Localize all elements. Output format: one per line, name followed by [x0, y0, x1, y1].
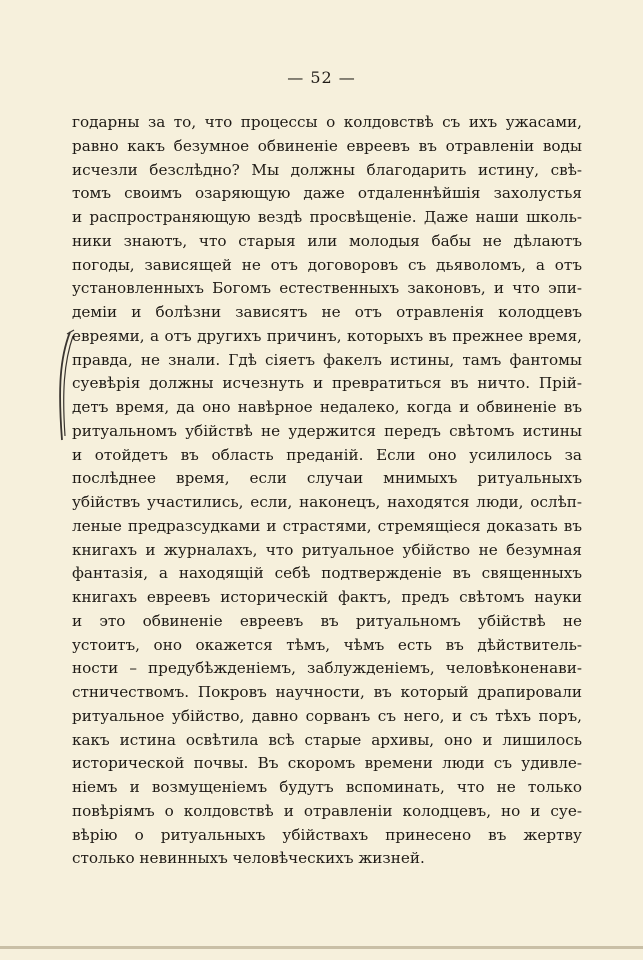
text-line: ности – предубѣжденіемъ, заблужденіемъ, человѣконенави- [72, 659, 582, 678]
text-line: исчезли безслѣдно? Мы должны благодарить истину, свѣ- [72, 160, 582, 179]
text-line: установленныхъ Богомъ естественныхъ законовъ, и что эпи- [72, 279, 582, 298]
text-line: погоды, зависящей не отъ договоровъ съ дьяволомъ, а отъ [72, 255, 582, 274]
text-line: и распространяющую вездѣ просвѣщеніе. Даже наши школь- [72, 208, 582, 226]
text-line: леные предразсудками и страстями, стремящіеся доказать въ [72, 516, 582, 535]
text-line: ніемъ и возмущеніемъ будутъ вспоминать, что не только [72, 778, 582, 796]
text-line: вѣрію о ритуальныхъ убійствахъ принесено въ жертву [72, 825, 582, 844]
text-line-last: столько невинныхъ человѣческихъ жизней. [72, 849, 425, 868]
text-line: равно какъ безумное обвиненіе евреевъ въ отравленіи воды [72, 136, 582, 155]
text-line: ритуальное убійство, давно сорванъ съ него, и съ тѣхъ поръ, [72, 706, 582, 725]
text-line: ритуальномъ убійствѣ не удержится передъ свѣтомъ истины [72, 421, 582, 440]
text-line: и отойдетъ въ область преданій. Если оно усилилось за [72, 445, 582, 464]
text-line: исторической почвы. Въ скоромъ времени люди съ удивле- [72, 754, 582, 773]
text-line: книгахъ евреевъ историческій фактъ, предъ свѣтомъ науки [72, 588, 582, 606]
text-line: какъ истина освѣтила всѣ старые архивы, оно и лишилось [72, 730, 582, 749]
text-line: фантазія, а находящій себѣ подтвержденіе въ священныхъ [72, 564, 582, 583]
text-line: годарны за то, что процессы о колдовствѣ съ ихъ ужасами, [72, 113, 582, 131]
text-line: томъ своимъ озаряющую даже отдаленнѣйшія захолустья [72, 184, 582, 203]
text-line: убійствъ участились, если, наконецъ, находятся люди, ослѣп- [72, 493, 582, 511]
text-line: книгахъ и журналахъ, что ритуальное убійство не безумная [72, 540, 582, 559]
body-text [72, 111, 582, 871]
text-line: евреями, а отъ другихъ причинъ, которыхъ въ прежнее время, [72, 326, 582, 345]
text-line: устоитъ, оно окажется тѣмъ, чѣмъ есть въ дѣйствитель- [72, 635, 582, 654]
text-line: стничествомъ. Покровъ научности, въ который драпировали [72, 683, 582, 701]
text-line: послѣднее время, если случаи мнимыхъ ритуальныхъ [72, 469, 582, 488]
page-number: — 52 — [287, 68, 356, 87]
page-bottom-edge [0, 946, 643, 949]
text-line: правда, не знали. Гдѣ сіяетъ факелъ истины, тамъ фантомы [72, 350, 582, 369]
text-line: повѣріямъ о колдовствѣ и отравленіи колодцевъ, но и суе- [72, 801, 582, 820]
text-line: деміи и болѣзни зависятъ не отъ отравленія колодцевъ [72, 303, 582, 321]
text-line: ники знаютъ, что старыя или молодыя бабы не дѣлаютъ [72, 231, 582, 250]
text-line: и это обвиненіе евреевъ въ ритуальномъ убійствѣ не [72, 611, 582, 630]
text-line: детъ время, да оно навѣрное недалеко, когда и обвиненіе въ [72, 398, 582, 416]
text-line: суевѣрія должны исчезнуть и превратиться въ ничто. Прій- [72, 374, 582, 393]
